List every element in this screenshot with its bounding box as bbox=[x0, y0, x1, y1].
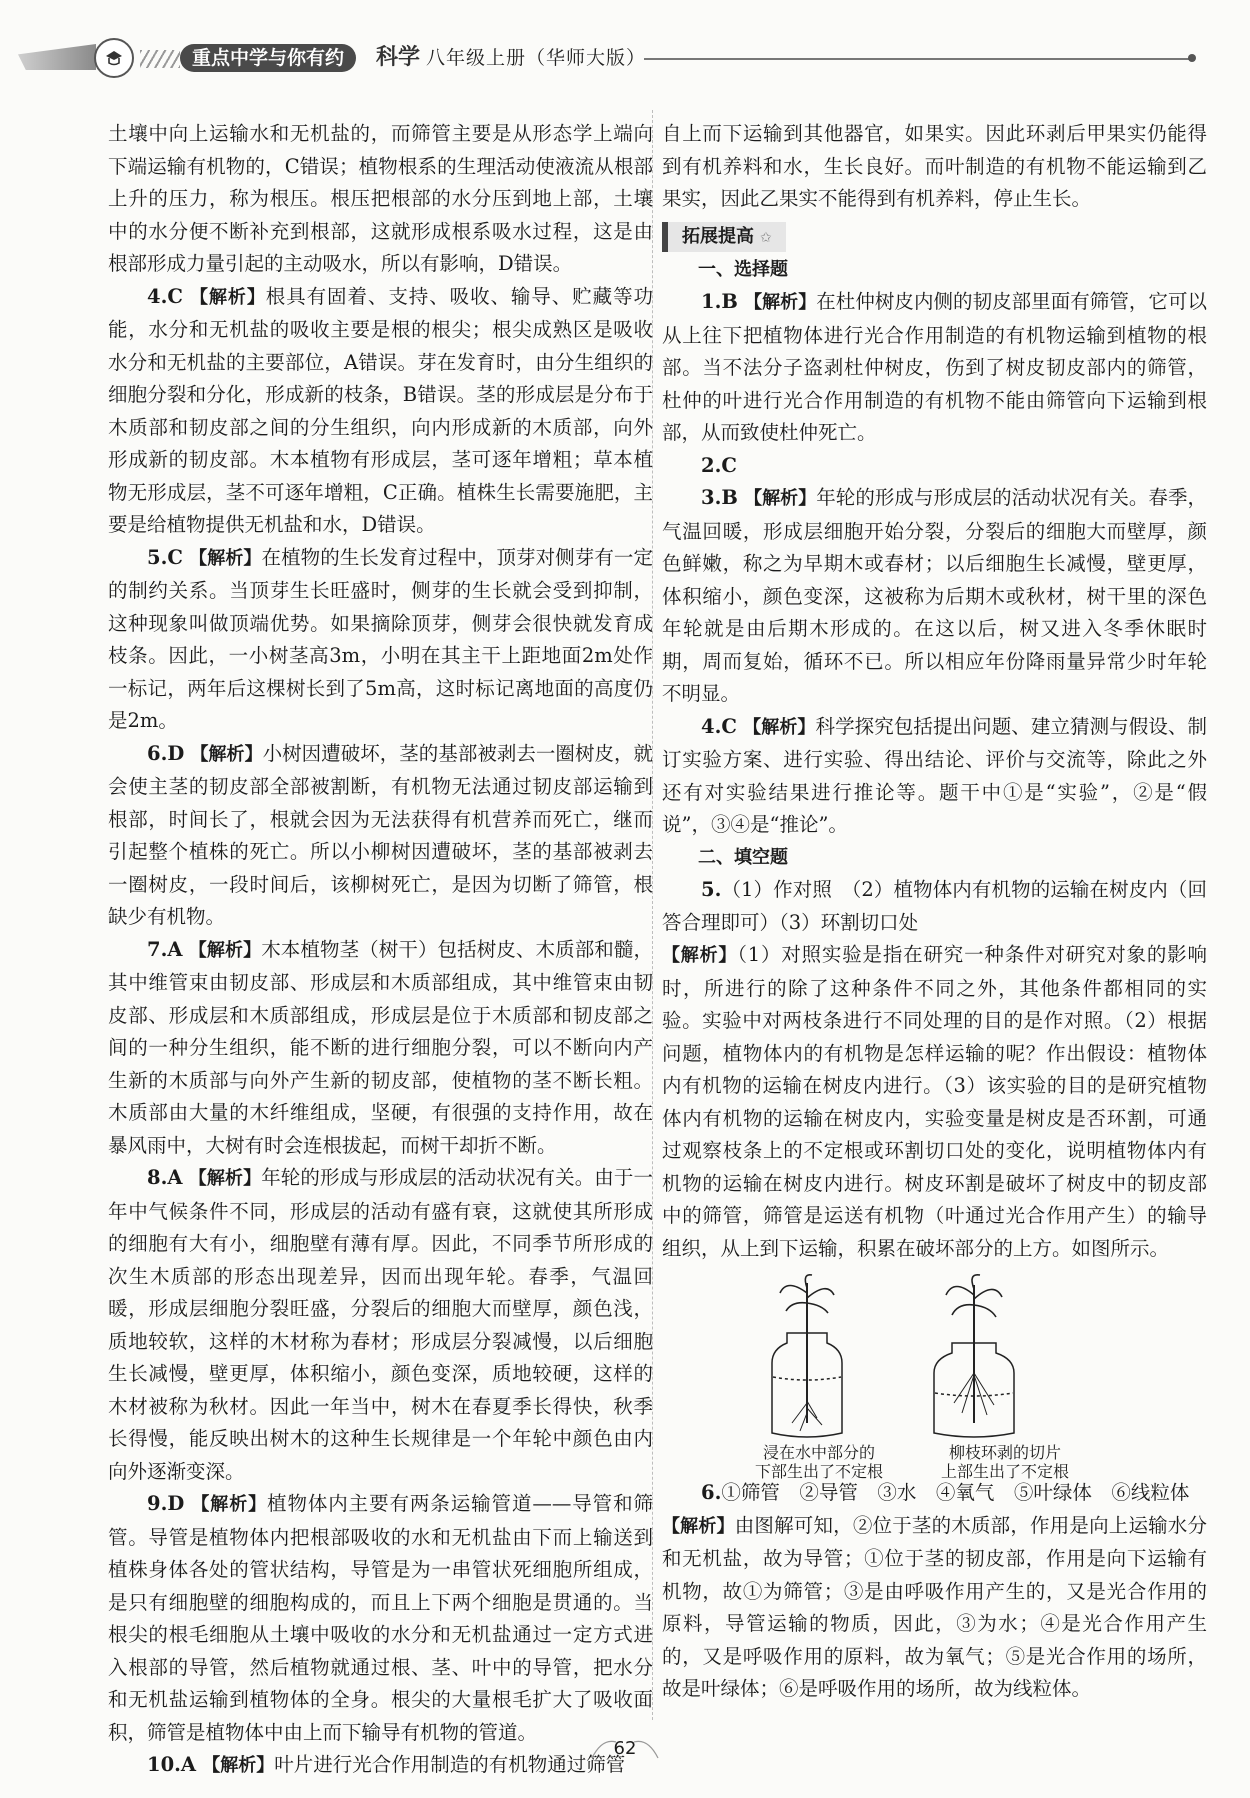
school-emblem-icon bbox=[94, 38, 134, 78]
answer-q3: 3.B 【解析】年轮的形成与形成层的活动状况有关。春季，气温回暖，形成层细胞开始分裂，分裂后的细胞大而壁厚，颜色鲜嫩，称之为早期木或春材；以后细胞生长减慢，壁更厚，体积缩小，颜色变深，这被称为后期木或秋材，树干里的深色年轮就是由后期木形成的。在这以后，树又进入冬季休眠时期，周而复始，循环不已。所以相应年份降雨量异常少时年轮不明显。 bbox=[662, 486, 1207, 705]
answer-q10: 10.A 【解析】叶片进行光合作用制造的有机物通过筛管 bbox=[147, 1753, 626, 1776]
header-ribbon bbox=[18, 44, 96, 70]
jar-right bbox=[934, 1275, 1014, 1437]
answer-q6: 6.D 【解析】小树因遭破坏，茎的基部被剥去一圈树皮，就会使主茎的韧皮部全部被割断，有机物无法通过韧皮部运输到根部，时间长了，根就会因为无法获得有机营养而死亡，继而引起整个植株的死亡。所以小柳树因遭破坏，茎的基部被剥去一圈树皮，一段时间后，该柳树死亡，是因为切断了筛管，根缺少有机物。 bbox=[108, 741, 654, 928]
answer-q5: 5.（1）作对照 （2）植物体内有机物的运输在树皮内（回答合理即可）（3）环割切口处 bbox=[662, 878, 1207, 934]
subject-title: 科学 bbox=[376, 44, 421, 70]
series-title: 重点中学与你有约 bbox=[180, 44, 356, 72]
willow-experiment-figure bbox=[662, 1273, 1207, 1481]
willow-branches-illustration bbox=[662, 1273, 1207, 1443]
answer-q9: 9.D 【解析】植物体内主要有两条运输管道——导管和筛管。导管是植物体内把根部吸收的水和无机盐由下而上输送到植株身体各处的管状结构，导管是为一串管状死细胞所组成，是只有细胞壁的细胞构成的，而且上下两个细胞是贯通的。当根尖的根毛细胞从土壤中吸收的水分和无机盐通过一定方式进入根部的导管，然后植物就通过根、茎、叶中的导管，把水分和无机盐运输到植物体的全身。根尖的大量根毛扩大了吸收面积，筛管是植物体中由上而下输导有机物的管道。 bbox=[108, 1492, 653, 1744]
header-rule bbox=[644, 58, 1192, 60]
analysis-q6: 【解析】由图解可知，②位于茎的木质部，作用是向上运输水分和无机盐，故为导管；①位于茎的韧皮部，作用是向下运输有机物，故①为筛管；③是由呼吸作用产生的，又是光合作用的原料，导管运输的物质，因此，③为水；④是光合作用产生的，又是呼吸作用的原料，故为氧气；⑤是光合作用的场所，故是叶绿体；⑥是呼吸作用的场所，故为线粒体。 bbox=[662, 1513, 1207, 1700]
page-header bbox=[18, 38, 1193, 78]
figure-caption-left: 浸在水中部分的 下部生出了不定根 bbox=[754, 1443, 883, 1481]
header-rule-dot bbox=[1188, 54, 1196, 62]
figure-caption-right: 柳枝环剥的切片 上部生出了不定根 bbox=[940, 1443, 1069, 1481]
page-number: 62 bbox=[613, 1738, 637, 1759]
continued-paragraph: 土壤中向上运输水和无机盐的，而筛管主要是从形态学上端向下端运输有机物的，C错误；植物根系的生理活动使液流从根部上升的压力，称为根压。根压把根部的水分压到地上部，土壤中的水分便不断补充到根部，这就形成根系吸水过程，这是由根部形成力量引起的主动吸水，所以有影响，D错误。 bbox=[108, 122, 653, 275]
answer-q6: 6.①筛管 ②导管 ③水 ④氧气 ⑤叶绿体 ⑥线粒体 bbox=[701, 1481, 1190, 1504]
section-heading-fill: 二、填空题 bbox=[698, 846, 788, 868]
analysis-q5: 【解析】（1）对照实验是指在研究一种条件对研究对象的影响时，所进行的除了这种条件不同之外，其他条件都相同的实验。实验中对两枝条进行不同处理的目的是作对照。（2）根据问题，植物体内的有机物是怎样运输的呢？作出假设：植物体内有机物的运输在树皮内进行。（3）该实验的目的是研究植物体内有机物的运输在树皮内，实验变量是树皮是否环割，可通过观察枝条上的不定根或环割切口处的变化，说明植物体内有机物的运输在树皮内进行。树皮环割是破坏了树皮中的韧皮部中的筛管，筛管是运送有机物（叶通过光合作用产生）的输导组织，从上到下运输，积累在破坏部分的上方。如图所示。 bbox=[662, 943, 1207, 1260]
jar-left bbox=[772, 1275, 842, 1437]
answer-q1: 1.B 【解析】在杜仲树皮内侧的韧皮部里面有筛管，它可以从上往下把植物体进行光合作用制造的有机物运输到植物的根部。当不法分子盗剥杜仲树皮，伤到了树皮韧皮部内的筛管，杜仲的叶进行光合作用制造的有机物不能由筛管向下运输到根部，从而致使杜仲死亡。 bbox=[662, 290, 1207, 444]
right-column bbox=[662, 118, 1207, 1706]
header-decoration bbox=[140, 50, 180, 68]
answer-q8: 8.A 【解析】年轮的形成与形成层的活动状况有关。由于一年中气候条件不同，形成层的活动有盛有衰，这就使其所形成的细胞有大有小，细胞壁有薄有厚。因此，不同季节所形成的次生木质部的形态出现差异，因而出现年轮。春季，气温回暖，形成层细胞分裂旺盛，分裂后的细胞大而壁厚，颜色浅，质地较软，这样的木材称为春材；形成层分裂减慢，以后细胞生长减慢，壁更厚，体积缩小，颜色变深，质地较硬，这样的木材被称为秋材。因此一年当中，树木在春夏季长得快，秋季长得慢，能反映出树木的这种生长规律是一个年轮中颜色由内向外逐渐变深。 bbox=[108, 1166, 653, 1483]
star-icon: ✩ bbox=[760, 229, 772, 246]
answer-q4: 4.C 【解析】根具有固着、支持、吸收、输导、贮藏等功能，水分和无机盐的吸收主要是根的根尖；根尖成熟区是吸收水分和无机盐的主要部位，A错误。芽在发育时，由分生组织的细胞分裂和分化，形成新的枝条，B错误。茎的形成层是分布于木质部和韧皮部之间的分生组织，向内形成新的木质部，向外形成新的韧皮部。木本植物有形成层，茎可逐年增粗；草本植物无形成层，茎不可逐年增粗，C正确。植株生长需要施肥，主要是给植物提供无机盐和水，D错误。 bbox=[108, 284, 654, 536]
answer-q7: 7.A 【解析】木本植物茎（树干）包括树皮、木质部和髓，其中维管束由韧皮部、形成层和木质部组成，其中维管束由韧皮部、形成层和木质部组成，形成层是位于木质部和韧皮部之间的一种分生组织，能不断的进行细胞分裂，可以不断向内产生新的木质部与向外产生新的韧皮部，使植物的茎不断长粗。木质部由大量的木纤维组成，坚硬，有很强的支持作用，故在暴风雨中，大树有时会连根拔起，而树干却折不断。 bbox=[108, 937, 653, 1157]
answer-q5: 5.C 【解析】在植物的生长发育过程中，顶芽对侧芽有一定的制约关系。当顶芽生长旺盛时，侧芽的生长就会受到抑制，这种现象叫做顶端优势。如果摘除顶芽，侧芽会很快就发育成枝条。因此，一小树茎高3m，小明在其主干上距地面2m处作一标记，两年后这棵树长到了5m高，这时标记离地面的高度仍是2m。 bbox=[108, 545, 653, 732]
grade-label: 八年级上册（华师大版） bbox=[426, 47, 647, 69]
section-heading-choice: 一、选择题 bbox=[698, 258, 788, 280]
continued-paragraph: 自上而下运输到其他器官，如果实。因此环剥后甲果实仍能得到有机养料和水，生长良好。而叶制造的有机物不能运输到乙果实，因此乙果实不能得到有机养料，停止生长。 bbox=[662, 122, 1207, 210]
section-banner: 拓展提高 ✩ bbox=[662, 222, 786, 252]
answer-q4: 4.C 【解析】科学探究包括提出问题、建立猜测与假设、制订实验方案、进行实验、得出结论、评价与交流等，除此之外还有对实验结果进行推论等。题干中①是“实验”，②是“假说”，③④是“推论”。 bbox=[662, 714, 1207, 836]
answer-q2: 2.C bbox=[701, 453, 737, 477]
left-column bbox=[108, 118, 653, 1783]
